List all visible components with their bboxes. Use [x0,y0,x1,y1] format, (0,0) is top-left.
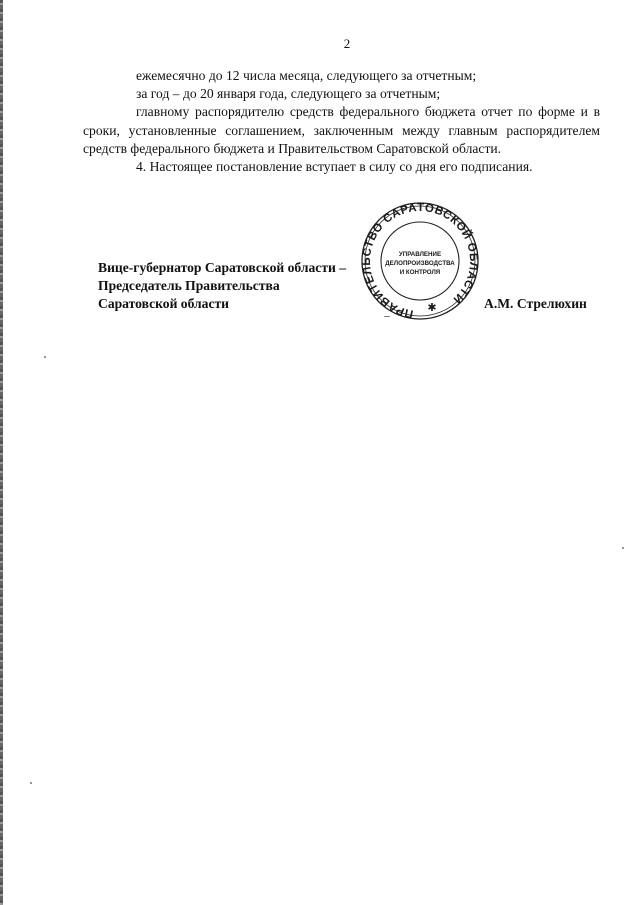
official-seal [355,199,485,324]
seal-ring-text: ПРАВИТЕЛЬСТВО САРАТОВСКОЙ ОБЛАСТИ [360,201,480,320]
signature-title-line2: Председатель Правительства [98,278,280,293]
body-text [83,67,600,176]
seal-star-icon: ✱ [427,302,437,314]
seal-center-line3: И КОНТРОЛЯ [399,269,441,276]
signatory-name: А.М. Стрелюхин [484,296,587,311]
paragraph-federal-report: главному распорядителю средств федерального бюджета отчет по форме и в сроки, установленные соглашением, заключенным между главным распорядителем средств федерального бюджета и Правительством Саратовской области. [83,104,600,156]
scan-speck [622,547,624,549]
scan-speck [44,356,46,358]
paragraph-monthly: ежемесячно до 12 числа месяца, следующего за отчетным; [136,68,477,83]
scan-edge [0,0,3,905]
signature-title-line1: Вице-губернатор Саратовской области – [98,260,347,275]
scan-speck [384,316,390,317]
signature-title-line3: Саратовской области [98,296,230,311]
paragraph-effective: 4. Настоящее постановление вступает в силу со дня его подписания. [136,159,533,175]
paragraph-yearly: за год – до 20 января года, следующего за отчетным; [136,86,441,102]
scan-speck [30,782,32,784]
seal-center-line2: ДЕЛОПРОИЗВОДСТВА [385,260,455,267]
page-number: 2 [343,36,351,51]
seal-center-line1: УПРАВЛЕНИЕ [398,251,442,258]
